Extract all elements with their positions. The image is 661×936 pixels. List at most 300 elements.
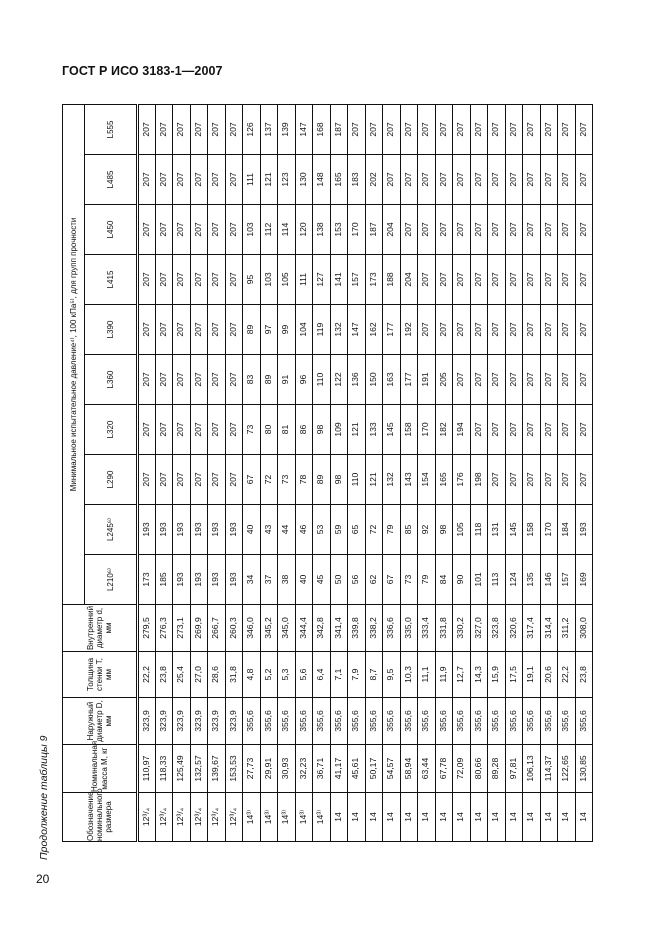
cell-wall-thickness: 14,3 [470,652,488,698]
cell-mass: 153,53 [225,745,243,793]
cell-designation: 14 [453,793,471,842]
cell-pressure: 207 [540,155,558,205]
document-header: ГОСТ Р ИСО 3183-1—2007 [62,64,223,78]
col-header-grade: L290 [85,455,138,505]
cell-mass: 67,78 [435,745,453,793]
cell-inner-diameter: 330,2 [453,605,471,652]
cell-pressure: 207 [138,305,156,355]
table-caption: Продолжение таблицы 9 [38,735,50,860]
cell-inner-diameter: 260,3 [225,605,243,652]
cell-pressure: 109 [330,405,348,455]
cell-pressure: 113 [488,555,506,605]
cell-pressure: 207 [173,155,191,205]
cell-outer-diameter: 355,6 [295,698,313,745]
cell-pressure: 207 [453,355,471,405]
cell-outer-diameter: 355,6 [575,698,593,745]
cell-pressure: 207 [523,305,541,355]
cell-pressure: 98 [435,505,453,555]
cell-pressure: 147 [348,305,366,355]
col-header-designation: Обозначение номинального размера [63,793,138,842]
cell-pressure: 207 [453,255,471,305]
cell-pressure: 207 [173,405,191,455]
cell-pressure: 207 [208,355,226,405]
cell-wall-thickness: 22,2 [138,652,156,698]
cell-pressure: 207 [505,255,523,305]
table-row [173,104,191,841]
table-row [330,104,348,841]
cell-pressure: 89 [243,305,261,355]
cell-pressure: 207 [453,155,471,205]
cell-pressure: 207 [155,305,173,355]
cell-inner-diameter: 345,0 [278,605,296,652]
cell-pressure: 173 [138,555,156,605]
table-row [435,104,453,841]
cell-mass: 27,73 [243,745,261,793]
cell-pressure: 207 [540,255,558,305]
cell-wall-thickness: 11,9 [435,652,453,698]
cell-pressure: 45 [313,555,331,605]
cell-designation: 14 [488,793,506,842]
cell-designation: 14 [365,793,383,842]
cell-pressure: 193 [155,505,173,555]
cell-mass: 114,37 [540,745,558,793]
cell-designation: 12³/₄ [208,793,226,842]
cell-pressure: 193 [208,555,226,605]
cell-pressure: 89 [313,455,331,505]
cell-pressure: 110 [348,455,366,505]
cell-pressure: 207 [190,405,208,455]
cell-pressure: 193 [173,505,191,555]
cell-pressure: 103 [260,255,278,305]
page-number: 20 [36,872,50,886]
cell-pressure: 79 [418,555,436,605]
col-header-grade: L360 [85,355,138,405]
cell-pressure: 98 [330,455,348,505]
cell-pressure: 207 [488,455,506,505]
cell-pressure: 193 [225,505,243,555]
cell-pressure: 207 [418,205,436,255]
cell-pressure: 207 [435,104,453,154]
cell-pressure: 207 [505,405,523,455]
cell-pressure: 146 [540,555,558,605]
cell-pressure: 154 [418,455,436,505]
cell-pressure: 207 [225,405,243,455]
cell-outer-diameter: 355,6 [540,698,558,745]
cell-outer-diameter: 355,6 [330,698,348,745]
cell-pressure: 89 [260,355,278,405]
cell-pressure: 50 [330,555,348,605]
cell-outer-diameter: 355,6 [313,698,331,745]
cell-outer-diameter: 355,6 [523,698,541,745]
cell-outer-diameter: 323,9 [190,698,208,745]
cell-pressure: 192 [400,305,418,355]
cell-pressure: 207 [138,155,156,205]
table-row [208,104,226,841]
cell-pressure: 34 [243,555,261,605]
col-header-grade: L245⁶⁾ [85,505,138,555]
table-row [383,104,401,841]
cell-mass: 63,44 [418,745,436,793]
table-row [453,104,471,841]
cell-pressure: 207 [173,104,191,154]
cell-pressure: 97 [260,305,278,355]
cell-pressure: 207 [558,405,576,455]
cell-pressure: 207 [138,255,156,305]
cell-pressure: 207 [575,155,593,205]
cell-mass: 80,66 [470,745,488,793]
cell-designation: 14 [348,793,366,842]
cell-wall-thickness: 23,8 [575,652,593,698]
cell-pressure: 207 [208,255,226,305]
cell-pressure: 207 [383,155,401,205]
cell-mass: 139,67 [208,745,226,793]
cell-designation: 12³/₄ [155,793,173,842]
cell-pressure: 207 [435,255,453,305]
cell-mass: 30,93 [278,745,296,793]
cell-pressure: 207 [488,405,506,455]
cell-pressure: 98 [313,405,331,455]
cell-pressure: 114 [278,205,296,255]
cell-pressure: 207 [505,455,523,505]
col-header-pressure-group: Минимальное испытательное давление⁴⁾, 100 кПа⁵⁾, для групп прочности [63,104,85,604]
cell-pressure: 207 [575,104,593,154]
cell-wall-thickness: 28,6 [208,652,226,698]
cell-pressure: 207 [155,104,173,154]
cell-pressure: 121 [348,405,366,455]
col-header-mass: Номинальная масса M, кг [63,745,138,793]
cell-pressure: 73 [400,555,418,605]
cell-inner-diameter: 344,4 [295,605,313,652]
cell-pressure: 126 [243,104,261,154]
cell-pressure: 207 [488,104,506,154]
cell-pressure: 207 [348,104,366,154]
cell-designation: 12³/₄ [138,793,156,842]
table-row [348,104,366,841]
cell-mass: 29,91 [260,745,278,793]
cell-pressure: 207 [523,255,541,305]
cell-pressure: 193 [190,505,208,555]
cell-designation: 14 [418,793,436,842]
cell-pressure: 207 [208,455,226,505]
cell-pressure: 207 [505,355,523,405]
cell-pressure: 207 [190,355,208,405]
cell-pressure: 202 [365,155,383,205]
cell-mass: 125,49 [173,745,191,793]
cell-pressure: 157 [558,555,576,605]
cell-pressure: 207 [225,455,243,505]
cell-pressure: 81 [278,405,296,455]
cell-mass: 89,28 [488,745,506,793]
cell-pressure: 207 [523,455,541,505]
cell-pressure: 193 [575,505,593,555]
cell-pressure: 207 [558,355,576,405]
cell-outer-diameter: 355,6 [260,698,278,745]
table-row [225,104,243,841]
cell-pressure: 207 [505,155,523,205]
cell-pressure: 207 [208,205,226,255]
cell-inner-diameter: 345,2 [260,605,278,652]
cell-pressure: 207 [488,205,506,255]
cell-pressure: 207 [470,405,488,455]
cell-pressure: 207 [575,305,593,355]
cell-pressure: 78 [295,455,313,505]
cell-pressure: 207 [470,205,488,255]
cell-pressure: 130 [295,155,313,205]
cell-inner-diameter: 266,7 [208,605,226,652]
cell-pressure: 124 [505,555,523,605]
cell-wall-thickness: 25,4 [173,652,191,698]
col-header-outer-diameter: Наружный диаметр D, мм [63,698,138,745]
cell-pressure: 207 [470,255,488,305]
table-row [295,104,313,841]
cell-wall-thickness: 23,8 [155,652,173,698]
cell-pressure: 177 [383,305,401,355]
cell-pressure: 207 [225,155,243,205]
cell-wall-thickness: 12,7 [453,652,471,698]
cell-pressure: 191 [418,355,436,405]
cell-pressure: 158 [523,505,541,555]
table-row [243,104,261,841]
cell-pressure: 207 [470,155,488,205]
cell-pressure: 207 [558,255,576,305]
cell-pressure: 187 [365,205,383,255]
cell-pressure: 150 [365,355,383,405]
cell-outer-diameter: 355,6 [505,698,523,745]
cell-pressure: 207 [575,455,593,505]
col-header-wall-thickness: Толщина стенки T, мм [63,652,138,698]
table-row [418,104,436,841]
cell-outer-diameter: 355,6 [488,698,506,745]
table-row [155,104,173,841]
cell-pressure: 80 [260,405,278,455]
cell-outer-diameter: 355,6 [243,698,261,745]
cell-pressure: 176 [453,455,471,505]
cell-pressure: 207 [558,104,576,154]
cell-pressure: 44 [278,505,296,555]
cell-pressure: 183 [348,155,366,205]
cell-wall-thickness: 31,8 [225,652,243,698]
table-row [278,104,296,841]
cell-pressure: 147 [295,104,313,154]
cell-pressure: 207 [190,455,208,505]
cell-pressure: 207 [523,104,541,154]
cell-pressure: 207 [488,255,506,305]
cell-pressure: 127 [313,255,331,305]
cell-inner-diameter: 323,8 [488,605,506,652]
cell-inner-diameter: 279,5 [138,605,156,652]
cell-pressure: 207 [365,104,383,154]
cell-pressure: 207 [418,155,436,205]
cell-pressure: 177 [400,355,418,405]
cell-pressure: 173 [365,255,383,305]
cell-outer-diameter: 355,6 [365,698,383,745]
cell-designation: 14³⁾ [313,793,331,842]
cell-pressure: 193 [173,555,191,605]
cell-outer-diameter: 355,6 [435,698,453,745]
cell-pressure: 207 [208,405,226,455]
cell-pressure: 207 [155,255,173,305]
cell-pressure: 56 [348,555,366,605]
cell-pressure: 38 [278,555,296,605]
cell-pressure: 111 [295,255,313,305]
cell-pressure: 207 [138,405,156,455]
cell-pressure: 145 [383,405,401,455]
cell-pressure: 193 [208,505,226,555]
cell-pressure: 207 [558,305,576,355]
cell-inner-diameter: 336,6 [383,605,401,652]
cell-pressure: 207 [488,305,506,355]
table-row [540,104,558,841]
cell-pressure: 121 [365,455,383,505]
cell-pressure: 207 [575,355,593,405]
cell-pressure: 207 [418,305,436,355]
cell-pressure: 207 [453,205,471,255]
cell-pressure: 136 [348,355,366,405]
cell-wall-thickness: 20,6 [540,652,558,698]
cell-pressure: 53 [313,505,331,555]
cell-pressure: 169 [575,555,593,605]
cell-inner-diameter: 346,0 [243,605,261,652]
cell-mass: 118,33 [155,745,173,793]
table-row [523,104,541,841]
cell-pressure: 86 [295,405,313,455]
table-row [260,104,278,841]
cell-wall-thickness: 7,1 [330,652,348,698]
cell-pressure: 83 [243,355,261,405]
cell-pressure: 207 [208,104,226,154]
pressure-table [62,104,593,842]
cell-pressure: 207 [470,305,488,355]
cell-mass: 97,81 [505,745,523,793]
table-row [470,104,488,841]
cell-pressure: 46 [295,505,313,555]
cell-inner-diameter: 338,2 [365,605,383,652]
cell-pressure: 207 [155,405,173,455]
col-header-grade: L390 [85,305,138,355]
col-header-grade: L415 [85,255,138,305]
cell-pressure: 207 [558,155,576,205]
cell-wall-thickness: 19,1 [523,652,541,698]
cell-pressure: 92 [418,505,436,555]
cell-wall-thickness: 6,4 [313,652,331,698]
cell-pressure: 207 [470,104,488,154]
cell-pressure: 185 [155,555,173,605]
col-header-grade: L555 [85,104,138,154]
cell-pressure: 207 [453,104,471,154]
col-header-grade: L210⁶⁾ [85,555,138,605]
cell-pressure: 207 [190,305,208,355]
cell-inner-diameter: 327,0 [470,605,488,652]
cell-pressure: 207 [383,104,401,154]
cell-pressure: 193 [138,505,156,555]
cell-mass: 122,65 [558,745,576,793]
cell-inner-diameter: 331,8 [435,605,453,652]
cell-designation: 14 [523,793,541,842]
cell-designation: 12³/₄ [190,793,208,842]
cell-outer-diameter: 355,6 [400,698,418,745]
cell-pressure: 207 [190,255,208,305]
cell-pressure: 205 [435,355,453,405]
cell-designation: 14 [470,793,488,842]
cell-pressure: 207 [173,355,191,405]
cell-pressure: 67 [243,455,261,505]
cell-pressure: 207 [540,355,558,405]
cell-pressure: 133 [365,405,383,455]
cell-pressure: 207 [418,104,436,154]
cell-pressure: 111 [243,155,261,205]
cell-outer-diameter: 323,9 [138,698,156,745]
cell-designation: 12³/₄ [225,793,243,842]
cell-pressure: 157 [348,255,366,305]
cell-inner-diameter: 342,8 [313,605,331,652]
cell-pressure: 59 [330,505,348,555]
cell-inner-diameter: 269,9 [190,605,208,652]
cell-inner-diameter: 335,0 [400,605,418,652]
cell-outer-diameter: 355,6 [348,698,366,745]
cell-mass: 72,09 [453,745,471,793]
cell-pressure: 105 [278,255,296,305]
cell-pressure: 67 [383,555,401,605]
cell-designation: 14³⁾ [295,793,313,842]
cell-pressure: 207 [208,155,226,205]
cell-pressure: 207 [505,104,523,154]
table-row [400,104,418,841]
cell-pressure: 207 [138,104,156,154]
table-row [138,104,156,841]
cell-pressure: 73 [278,455,296,505]
cell-pressure: 207 [470,355,488,405]
cell-pressure: 207 [505,205,523,255]
cell-pressure: 207 [173,205,191,255]
cell-pressure: 165 [435,455,453,505]
cell-pressure: 158 [400,405,418,455]
cell-pressure: 207 [453,305,471,355]
cell-pressure: 207 [540,455,558,505]
cell-pressure: 73 [243,405,261,455]
cell-pressure: 207 [155,205,173,255]
table-row [575,104,593,841]
cell-pressure: 138 [313,205,331,255]
table-row [365,104,383,841]
cell-pressure: 141 [330,255,348,305]
cell-pressure: 112 [260,205,278,255]
cell-pressure: 207 [138,455,156,505]
cell-inner-diameter: 314,4 [540,605,558,652]
cell-pressure: 207 [540,305,558,355]
cell-pressure: 163 [383,355,401,405]
cell-inner-diameter: 273,1 [173,605,191,652]
cell-pressure: 207 [435,155,453,205]
cell-pressure: 139 [278,104,296,154]
cell-pressure: 207 [190,205,208,255]
cell-pressure: 170 [540,505,558,555]
cell-mass: 132,57 [190,745,208,793]
cell-pressure: 104 [295,305,313,355]
cell-mass: 41,17 [330,745,348,793]
cell-pressure: 40 [295,555,313,605]
cell-designation: 14 [575,793,593,842]
cell-mass: 130,85 [575,745,593,793]
cell-pressure: 204 [383,205,401,255]
cell-pressure: 137 [260,104,278,154]
cell-pressure: 119 [313,305,331,355]
cell-wall-thickness: 5,3 [278,652,296,698]
cell-pressure: 207 [575,405,593,455]
cell-pressure: 123 [278,155,296,205]
cell-designation: 14 [383,793,401,842]
cell-wall-thickness: 7,9 [348,652,366,698]
cell-pressure: 193 [225,555,243,605]
